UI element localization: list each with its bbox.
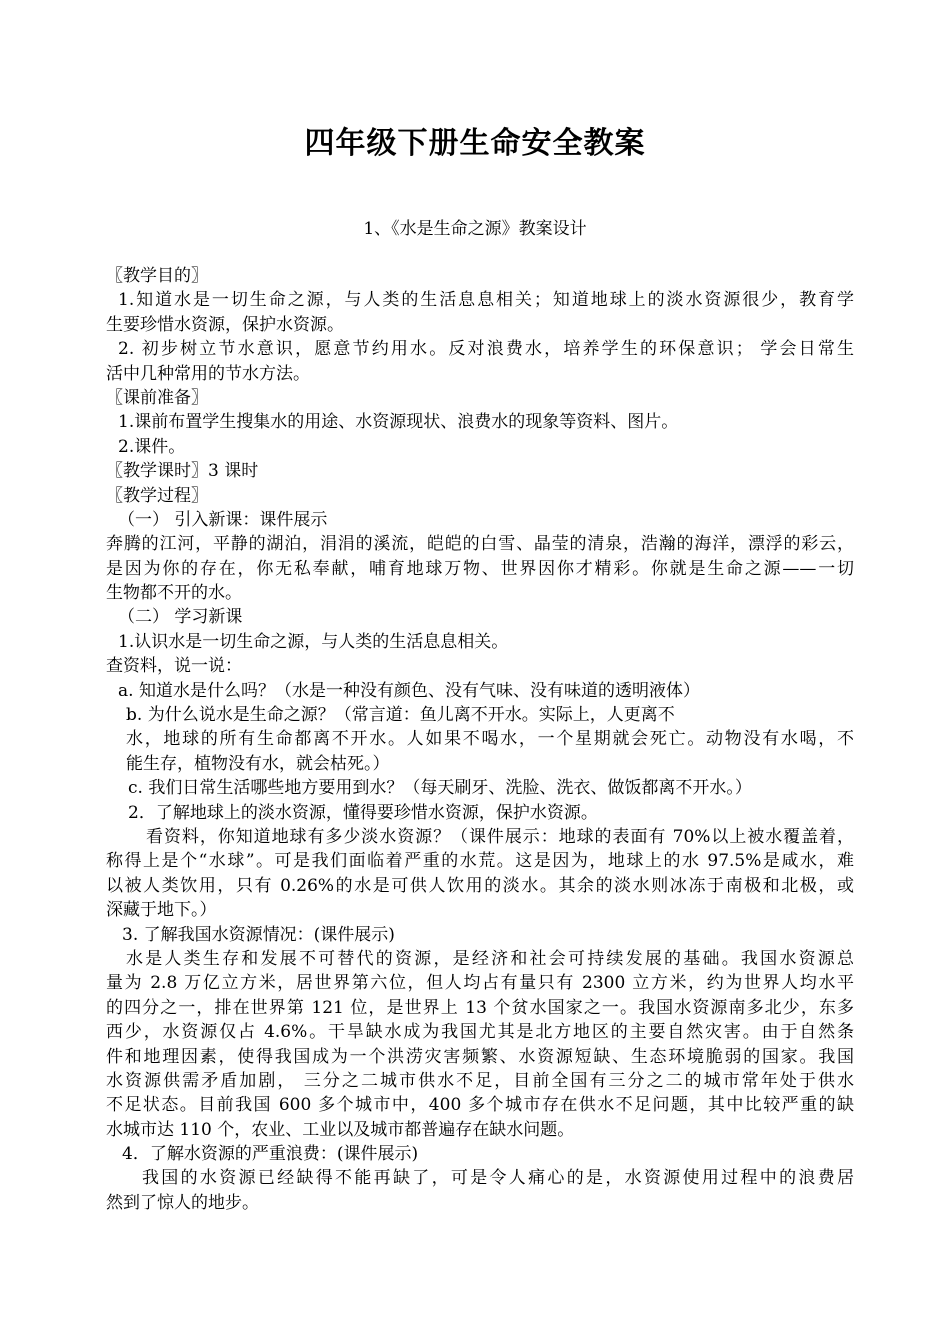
text-line: 西少，水资源仅占 4.6%。干旱缺水成为我国尤其是北方地区的主要自然灾害。由于自然条 bbox=[106, 1022, 854, 1043]
text-line: 量为 2.8 万亿立方米，居世界第六位，但人均占有量只有 2300 立方米，约为世界人均水平 bbox=[106, 973, 854, 994]
text-line: 2. 初步树立节水意识，愿意节约用水。反对浪费水，培养学生的环保意识； 学会日常生 bbox=[118, 339, 854, 360]
text-line: 2.课件。 bbox=[118, 436, 186, 457]
text-line: 〖教学课时〗3 课时 bbox=[106, 461, 259, 482]
text-line: 不足状态。目前我国 600 多个城市中，400 多个城市存在供水不足问题，其中比较严重的缺 bbox=[106, 1095, 854, 1116]
text-line: 能生存，植物没有水，就会枯死。） bbox=[126, 753, 390, 774]
text-line: 2．了解地球上的淡水资源，懂得要珍惜水资源，保护水资源。 bbox=[128, 802, 598, 823]
text-line: 然到了惊人的地步。 bbox=[106, 1192, 259, 1213]
text-line: 1.课前布置学生搜集水的用途、水资源现状、浪费水的现象等资料、图片。 bbox=[118, 412, 679, 433]
text-line: 水资源供需矛盾加剧， 三分之二城市供水不足，目前全国有三分之二的城市常年处于供水 bbox=[106, 1070, 854, 1091]
text-line: c. 我们日常生活哪些地方要用到水？（每天刷牙、洗脸、洗衣、做饭都离不开水。） bbox=[128, 778, 752, 799]
text-line: 1.知道水是一切生命之源，与人类的生活息息相关；知道地球上的淡水资源很少，教育学 bbox=[118, 290, 854, 311]
text-line: （二） 学习新课 bbox=[118, 607, 243, 628]
text-line: 活中几种常用的节水方法。 bbox=[106, 363, 310, 384]
text-line: 件和地理因素，使得我国成为一个洪涝灾害频繁、水资源短缺、生态环境脆弱的国家。我国 bbox=[106, 1046, 854, 1067]
text-line: 以被人类饮用，只有 0.26%的水是可供人饮用的淡水。其余的淡水则冰冻于南极和北极，或 bbox=[106, 875, 854, 896]
text-line: 水，地球的所有生命都离不开水。人如果不喝水，一个星期就会死亡。动物没有水喝，不 bbox=[126, 729, 854, 750]
text-line: 〖课前准备〗 bbox=[106, 387, 208, 408]
text-line: 我国的水资源已经缺得不能再缺了，可是令人痛心的是，水资源使用过程中的浪费居 bbox=[142, 1168, 854, 1189]
text-line: 生物都不开的水。 bbox=[106, 583, 242, 604]
text-line: a. 知道水是什么吗？（水是一种没有颜色、没有气味、没有味道的透明液体） bbox=[118, 680, 700, 701]
text-line: 称得上是个“水球”。可是我们面临着严重的水荒。这是因为，地球上的水 97.5%是咸水，难 bbox=[106, 851, 854, 872]
text-line: 生要珍惜水资源，保护水资源。 bbox=[106, 314, 344, 335]
lesson-title: 1、《水是生命之源》教案设计 bbox=[363, 219, 587, 239]
text-line: 看资料，你知道地球有多少淡水资源？（课件展示：地球的表面有 70%以上被水覆盖着， bbox=[146, 826, 854, 847]
text-line: 1.认识水是一切生命之源，与人类的生活息息相关。 bbox=[118, 631, 509, 652]
text-line: 查资料，说一说： bbox=[106, 656, 242, 677]
text-line: 奔腾的江河，平静的湖泊，涓涓的溪流，皑皑的白雪、晶莹的清泉，浩瀚的海洋，漂浮的彩云， bbox=[106, 534, 854, 555]
text-line: 的四分之一，排在世界第 121 位，是世界上 13 个贫水国家之一。我国水资源南多北少，东多 bbox=[106, 997, 854, 1018]
text-line: 深藏于地下。） bbox=[106, 900, 217, 921]
text-line: 4．了解水资源的严重浪费：(课件展示) bbox=[122, 1144, 419, 1165]
text-line: （一） 引入新课：课件展示 bbox=[118, 509, 328, 530]
text-line: 水是人类生存和发展不可替代的资源，是经济和社会可持续发展的基础。我国水资源总 bbox=[126, 948, 854, 969]
text-line: b. 为什么说水是生命之源？（常言道：鱼儿离不开水。实际上，人更离不 bbox=[126, 705, 675, 726]
text-line: 〖教学过程〗 bbox=[106, 485, 208, 506]
document-body bbox=[106, 264, 854, 1215]
text-line: 3. 了解我国水资源情况：(课件展示) bbox=[122, 924, 395, 945]
text-line: 是因为你的存在，你无私奉献，哺育地球万物、世界因你才精彩。你就是生命之源——一切 bbox=[106, 558, 854, 579]
text-line: 水城市达 110 个，农业、工业以及城市都普遍存在缺水问题。 bbox=[106, 1119, 575, 1140]
page-title: 四年级下册生命安全教案 bbox=[304, 126, 646, 161]
text-line: 〖教学目的〗 bbox=[106, 266, 208, 286]
